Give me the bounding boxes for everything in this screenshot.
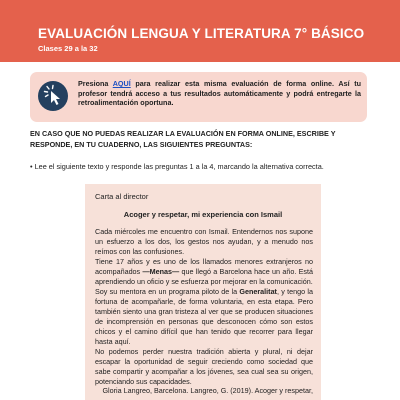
online-notice-box — [30, 72, 367, 122]
page-header — [0, 0, 400, 62]
page-title: EVALUACIÓN LENGUA Y LITERATURA 7° BÁSICO — [38, 26, 365, 41]
reading-body — [95, 227, 313, 387]
page-subtitle: Clases 29 a la 32 — [38, 44, 98, 53]
reading-label: Carta al director — [95, 192, 149, 201]
notice-text-before: Presiona — [78, 79, 113, 88]
paragraph-text: Tiene 17 años y es uno de los llamados menores extranjeros no acompañados — [95, 257, 313, 276]
reading-paragraph — [95, 257, 313, 287]
notice-text-after: para realizar esta misma evaluación de forma online. Así tu profesor tendrá acceso a tus resultados automáticamente y podrá entregarte la retroalimentación oportuna. — [78, 79, 361, 108]
reading-text-panel — [85, 184, 321, 400]
paragraph-text: , y tengo la fortuna de acompañarle, de forma voluntaria, en esta etapa. Pero también siento una gran tristeza al ver que se producen situaciones de incomprensión en personas que desconocen cómo son estos chicos y el camino difícil que han tenido que recorrer para llegar hasta aquí. — [95, 287, 313, 346]
reading-paragraph: Cada miércoles me encuentro con Ismail. Entendernos nos supone un esfuerzo a los dos, los gestos nos ayudan, y a menudo nos reímos con las confusiones. — [95, 227, 313, 256]
paragraph-bold-text: Generalitat — [239, 287, 277, 296]
paragraph-bold-text: —Menas— — [142, 267, 180, 276]
reading-paragraph — [95, 287, 313, 347]
paragraph-text: que llegó a Barcelona hace un año. Está aprendiendo un oficio y se esfuerza por mejorar en la comunicación. — [95, 267, 314, 286]
reading-citation: Gloria Langreo, Barcelona. Langreo, G. (2019). Acoger y respetar, — [102, 386, 313, 395]
reading-paragraph: No podemos perder nuestra tradición abierta y plural, ni dejar escapar la oportunidad de seguir creciendo como sociedad que sabe compartir y acompañar a los jóvenes, sea cual sea su origen, potenciando sus capacidades. — [95, 347, 313, 386]
paragraph-text: Soy su mentora en un programa piloto de la — [95, 287, 240, 296]
instructions-text: EN CASO QUE NO PUEDAS REALIZAR LA EVALUACIÓN EN FORMA ONLINE, ESCRIBE Y RESPONDE, EN TU CUADERNO, LAS SIGUIENTES PREGUNTAS: — [30, 129, 336, 149]
mouse-cursor-click-icon — [38, 81, 68, 111]
notice-text — [78, 79, 361, 108]
reading-instruction: • Lee el siguiente texto y responde las preguntas 1 a la 4, marcando la alternativa correcta. — [30, 162, 324, 171]
online-evaluation-link[interactable]: AQUÍ — [112, 79, 131, 88]
reading-title: Acoger y respetar, mi experiencia con Ismail — [123, 210, 283, 219]
